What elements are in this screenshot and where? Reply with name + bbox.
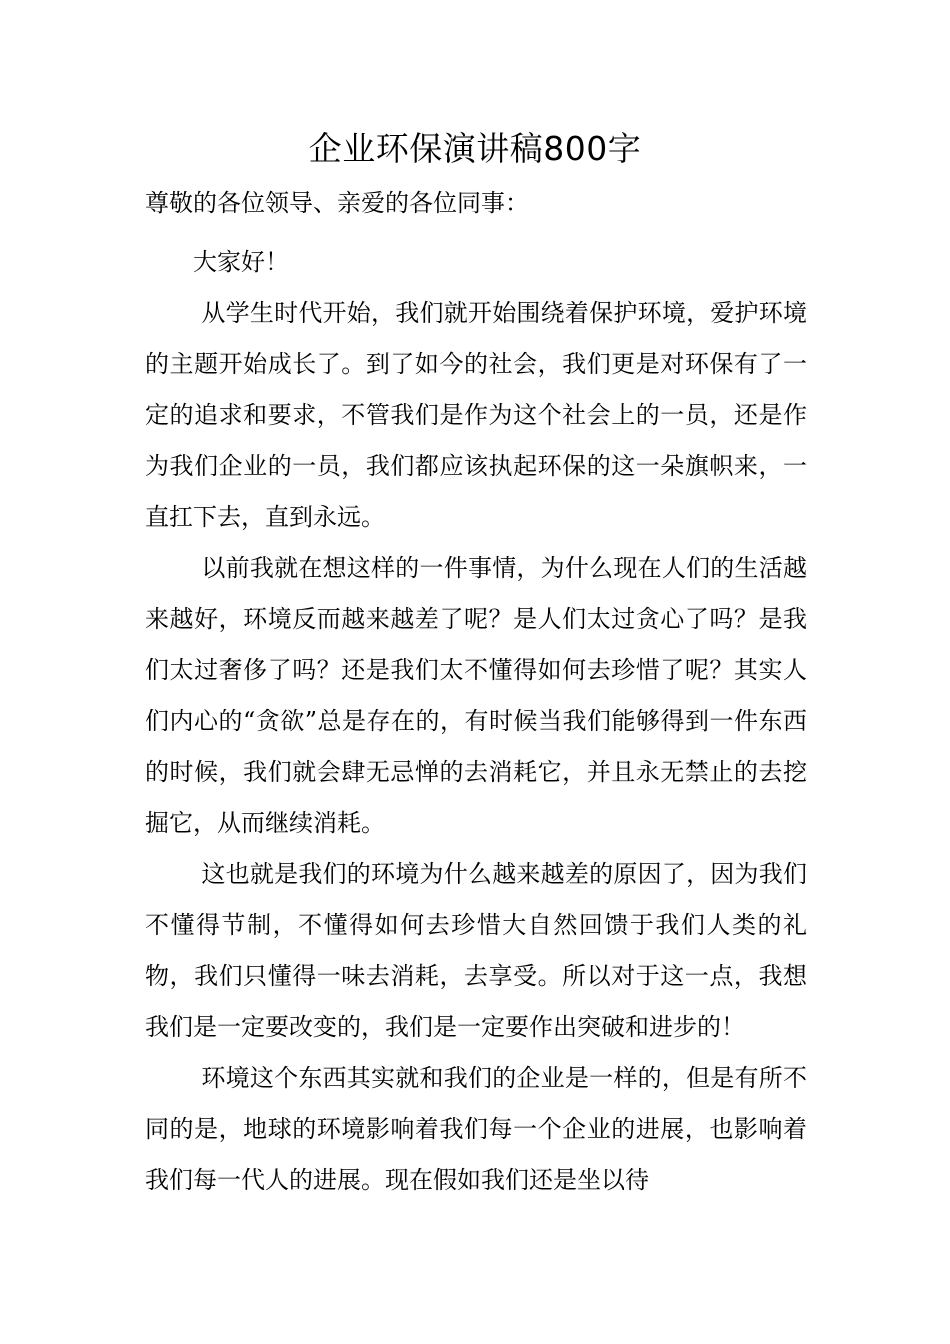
paragraph-1: 从学生时代开始，我们就开始围绕着保护环境，爱护环境的主题开始成长了。到了如今的社会，我们更是对环保有了一定的追求和要求，不管我们是作为这个社会上的一员，还是作为我们企业的一员，我们都应该执起环保的这一朵旗帜来，一直扛下去，直到永远。 (145, 299, 807, 531)
document-body (145, 178, 807, 1206)
greeting: 大家好！ (193, 248, 289, 276)
paragraph-2: 以前我就在想这样的一件事情，为什么现在人们的生活越来越好，环境反而越来越差了呢？是人们太过贪心了吗？是我们太过奢侈了吗？还是我们太不懂得如何去珍惜了呢？其实人们内心的“贪欲”总是存在的，有时候当我们能够得到一件东西的时候，我们就会肆无忌惮的去消耗它，并且永无禁止的去挖掘它，从而继续消耗。 (145, 554, 807, 837)
paragraph-3: 这也就是我们的环境为什么越来越差的原因了，因为我们不懂得节制，不懂得如何去珍惜大自然回馈于我们人类的礼物，我们只懂得一味去消耗，去享受。所以对于这一点，我想我们是一定要改变的，我们是一定要作出突破和进步的！ (145, 860, 807, 1041)
paragraph-4: 环境这个东西其实就和我们的企业是一样的，但是有所不同的是，地球的环境影响着我们每一个企业的进展，也影响着我们每一代人的进展。现在假如我们还是坐以待 (145, 1064, 807, 1194)
salutation: 尊敬的各位领导、亲爱的各位同事： (145, 189, 529, 217)
document-title: 企业环保演讲稿800字 (308, 129, 642, 168)
